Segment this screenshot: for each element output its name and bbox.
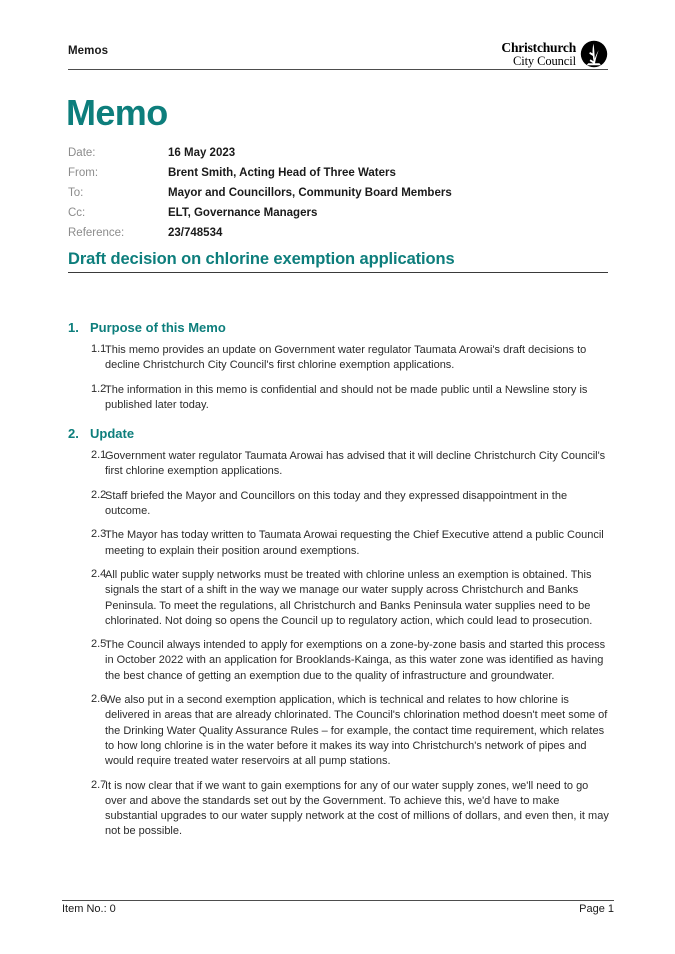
- meta-value-from: Brent Smith, Acting Head of Three Waters: [168, 167, 396, 179]
- clause-text: This memo provides an update on Government water regulator Taumata Arowai's draft decisions to decline Christchurch City Council's first chlorine exemption applications.: [105, 344, 587, 372]
- meta-value-date: 16 May 2023: [168, 147, 236, 159]
- clause-text: All public water supply networks must be treated with chlorine unless an exemption is obtained. This signals the start of a shift in the way we manage our water supply across Christchurch and Banks Peninsula. To meet the regulations, all Christchurch and Banks Peninsula water supplies need to be chlorinated. Not doing so opens the Council up to regulatory action, which could lead to prosecution.: [105, 568, 593, 627]
- page-footer: [62, 903, 614, 915]
- meta-row-date: [68, 147, 608, 167]
- christchurch-city-council-logo: [501, 40, 608, 68]
- clause-2-6: [68, 693, 610, 769]
- clause-number: 2.6: [91, 693, 107, 706]
- clause-2-1: [68, 449, 610, 480]
- section-number: 1.: [68, 320, 79, 335]
- clause-1-2: [68, 383, 610, 414]
- logo-wordmark: [501, 41, 576, 68]
- clause-text: Government water regulator Taumata Arowai has advised that it will decline Christchurch City Council's first chlorine exemption applications.: [105, 450, 606, 478]
- meta-row-to: [68, 187, 608, 207]
- page-title: Memo: [66, 92, 168, 133]
- clause-2-2: [68, 489, 610, 520]
- clause-number: 2.1: [91, 449, 107, 462]
- clause-number: 2.4: [91, 567, 107, 580]
- clause-2-3: [68, 528, 610, 559]
- clause-2-7: [68, 779, 610, 840]
- section-title: Update: [90, 426, 135, 442]
- meta-row-reference: [68, 227, 608, 247]
- clause-number: 2.7: [91, 778, 107, 791]
- footer-divider: [62, 900, 614, 901]
- clause-number: 2.5: [91, 638, 107, 651]
- logo-line-2: City Council: [512, 53, 576, 68]
- running-header: [68, 40, 608, 68]
- clause-number: 1.1: [91, 343, 107, 355]
- section-update: [68, 426, 610, 840]
- meta-label-cc: Cc:: [68, 207, 86, 219]
- clause-text: We also put in a second exemption application, which is technical and relates to how chlorine is delivered in areas that are already chlorinated. The Council's chlorination method doesn't meet some of the Drinking Water Quality Assurance Rules – for example, the contact time requirement, which relates to how long chlorine is in the water before it makes its way into Christchurch's network of pipes and would require treated water reservoirs at all pump stations.: [105, 694, 608, 768]
- clause-1-1: [68, 343, 610, 374]
- section-title: Purpose of this Memo: [90, 320, 226, 335]
- section-heading: [68, 320, 610, 335]
- meta-label-to: To:: [68, 187, 84, 199]
- memo-body: [68, 320, 610, 849]
- meta-row-cc: [68, 207, 608, 227]
- running-header-title: Memos: [68, 45, 109, 57]
- section-heading: [68, 426, 610, 441]
- clause-2-4: [68, 568, 610, 629]
- memo-metadata: [68, 147, 608, 247]
- header-divider: [68, 69, 608, 70]
- meta-value-to: Mayor and Councillors, Community Board Members: [168, 187, 452, 199]
- meta-value-reference: 23/748534: [168, 227, 223, 239]
- clause-number: 1.2: [91, 382, 107, 395]
- meta-value-cc: ELT, Governance Managers: [168, 207, 318, 219]
- clause-2-5: [68, 638, 610, 684]
- clause-number: 2.2: [91, 488, 107, 501]
- meta-label-from: From:: [68, 167, 99, 179]
- meta-label-date: Date:: [68, 147, 96, 159]
- subject-divider: [68, 272, 608, 273]
- section-purpose-of-this-memo: [68, 320, 610, 413]
- footer-page-number: Page 1: [579, 903, 614, 915]
- memo-subject: Draft decision on chlorine exemption applications: [68, 250, 455, 268]
- clause-text: Staff briefed the Mayor and Councillors on this today and they expressed disappointment in the outcome.: [105, 489, 568, 518]
- clause-text: The information in this memo is confidential and should not be made public until a Newsline story is published later today.: [105, 383, 588, 411]
- clause-text: It is now clear that if we want to gain exemptions for any of our water supply zones, we'll need to go over and above the standards set out by the Government. To achieve this, we'd have to make substantial upgrades to our water supply network at the cost of millions of dollars, and even then, it may not be possible.: [105, 779, 609, 838]
- meta-label-reference: Reference:: [68, 227, 125, 239]
- footer-item-number: Item No.: 0: [62, 903, 116, 915]
- section-number: 2.: [68, 426, 79, 442]
- meta-row-from: [68, 167, 608, 187]
- logo-line-1: Christchurch: [501, 39, 576, 55]
- clause-text: The Council always intended to apply for exemptions on a zone-by-zone basis and started this process in October 2022 with an application for Brooklands-Kainga, as this water zone was identified as having the best chance of getting an exemption due to the quality of infrastructure and groundwater.: [105, 639, 606, 682]
- clause-number: 2.3: [91, 528, 107, 541]
- ccc-circle-mark-icon: [580, 40, 608, 68]
- clause-text: The Mayor has today written to Taumata Arowai requesting the Chief Executive attend a public Council meeting to explain their position around exemptions.: [105, 529, 604, 557]
